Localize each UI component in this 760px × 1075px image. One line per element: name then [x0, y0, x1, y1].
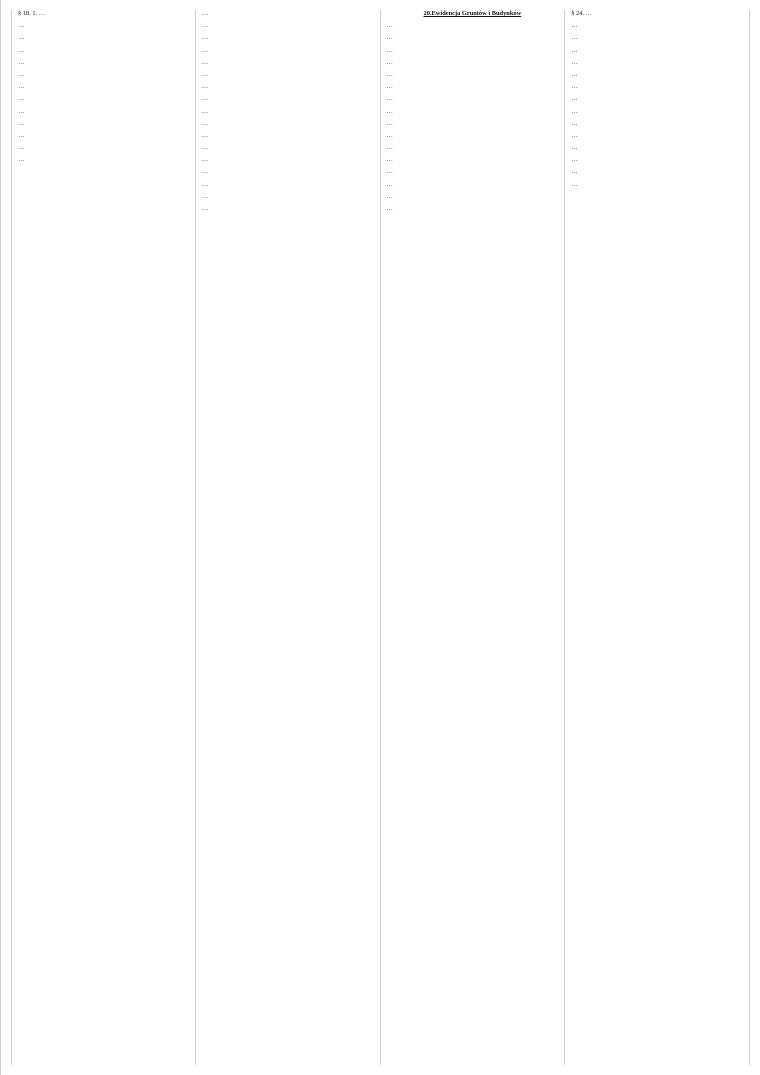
- paragraph: …: [386, 58, 393, 66]
- paragraph: …: [386, 180, 393, 188]
- paragraph: …: [18, 119, 25, 127]
- paragraph: …: [386, 131, 393, 139]
- paragraph: …: [386, 144, 393, 152]
- paragraph: …: [571, 70, 578, 78]
- paragraph: …: [571, 180, 578, 188]
- paragraph: …: [201, 156, 209, 164]
- paragraph: …: [571, 144, 578, 152]
- paragraph: …: [18, 70, 25, 78]
- paragraph: …: [201, 46, 209, 54]
- paragraph: …: [18, 156, 25, 164]
- paragraph: …: [386, 46, 393, 54]
- paragraph: …: [386, 107, 393, 115]
- paragraph: …: [201, 107, 209, 115]
- paragraph: …: [201, 180, 209, 188]
- paragraph: …: [386, 34, 393, 42]
- paragraph: …: [571, 46, 578, 54]
- paragraph: …: [386, 168, 393, 176]
- paragraph: …: [201, 10, 209, 17]
- paragraph: …: [386, 119, 393, 127]
- text-column-3: [381, 10, 566, 1065]
- paragraph: …: [571, 131, 578, 139]
- paragraph: …: [571, 83, 578, 91]
- paragraph: …: [386, 22, 393, 30]
- paragraph: …: [201, 205, 209, 212]
- column-1-paragraphs: [18, 10, 189, 164]
- text-column-2: [196, 10, 381, 1065]
- paragraph: …: [386, 156, 393, 164]
- paragraph: …: [201, 168, 209, 176]
- paragraph: …: [18, 144, 25, 152]
- paragraph: …: [201, 34, 209, 42]
- paragraph: …: [201, 144, 209, 152]
- paragraph: § 24. …: [571, 10, 593, 17]
- paragraph: …: [386, 192, 393, 200]
- paragraph: …: [201, 70, 209, 78]
- text-column-4: [565, 10, 750, 1065]
- paragraph: …: [571, 156, 578, 164]
- paragraph: …: [201, 22, 209, 30]
- paragraph: …: [571, 119, 578, 127]
- paragraph: …: [386, 205, 393, 212]
- paragraph: …: [18, 107, 25, 115]
- paragraph: …: [571, 22, 578, 30]
- paragraph: …: [571, 34, 578, 42]
- paragraph: …: [18, 131, 25, 139]
- paragraph: …: [18, 58, 25, 66]
- column-4-paragraphs: [571, 10, 743, 189]
- text-column-1: [11, 10, 196, 1065]
- paragraph: …: [201, 131, 209, 139]
- paragraph: …: [18, 34, 25, 42]
- section-title: 20.Ewidencja Gruntów i Budynków: [423, 10, 522, 17]
- paragraph: …: [201, 83, 209, 91]
- paragraph: …: [571, 58, 578, 66]
- paragraph: …: [386, 95, 393, 103]
- paragraph: …: [18, 46, 25, 54]
- paragraph: …: [201, 119, 209, 127]
- paragraph: …: [201, 58, 209, 66]
- paragraph: …: [201, 95, 209, 103]
- paragraph: …: [18, 83, 25, 91]
- paragraph: …: [386, 83, 393, 91]
- paragraph: …: [201, 192, 209, 200]
- column-2-paragraphs: [202, 10, 374, 213]
- paragraph: …: [571, 95, 578, 103]
- paragraph: …: [571, 168, 578, 176]
- column-3-paragraphs: [387, 22, 559, 213]
- paragraph: …: [386, 70, 393, 78]
- paragraph: § 18. 1. …: [18, 10, 46, 17]
- paragraph: …: [18, 22, 25, 30]
- paragraph: …: [571, 107, 578, 115]
- paragraph: …: [18, 95, 25, 103]
